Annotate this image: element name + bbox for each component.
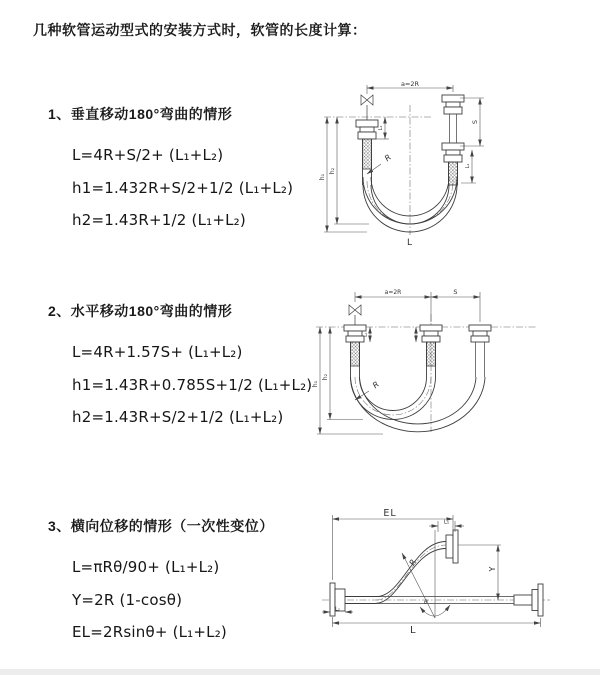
formula-line: h2=1.43R+S/2+1/2 (L₁+L₂)	[72, 408, 284, 426]
dim-label-length: L	[410, 625, 416, 636]
valve-icon	[349, 305, 361, 325]
section-heading: 1、垂直移动180°弯曲的情形	[48, 106, 233, 122]
dim-label-span: a=2R	[384, 289, 402, 296]
formula-line: h2=1.43R+1/2 (L₁+L₂)	[72, 211, 246, 229]
section-lateral-displacement	[48, 516, 274, 649]
dim-label-offset: Y	[488, 566, 497, 572]
dim-label-fitting: L₁	[364, 332, 369, 337]
formula-list	[48, 551, 274, 649]
centerlines	[322, 545, 550, 600]
dim-label-radius: R	[407, 557, 419, 567]
diagram-horizontal-bend	[308, 282, 600, 457]
formula-line: L=4R+S/2+ (L₁+L₂)	[72, 146, 224, 164]
diagram-vertical-bend	[310, 75, 600, 260]
dim-label-stroke: S	[453, 288, 458, 296]
formula-line: L=4R+1.57S+ (L₁+L₂)	[72, 343, 243, 361]
dim-label-angle: θ	[424, 599, 428, 606]
dim-label-fitting-left: L₂	[335, 606, 340, 613]
formula-line: h1=1.43R+0.785S+1/2 (L₁+L₂)	[72, 375, 313, 394]
formula-line: Y=2R (1-cosθ)	[72, 590, 183, 609]
dim-label-radius: R	[370, 379, 381, 391]
dim-label-radius: R	[382, 152, 393, 164]
section-heading: 2、水平移动180°弯曲的情形	[48, 303, 233, 319]
dimension-lines	[322, 508, 541, 636]
page-title: 几种软管运动型式的安装方式时，软管的长度计算：	[33, 22, 367, 38]
section-vertical-movement	[48, 104, 293, 237]
diagram-lateral-displacement	[298, 505, 600, 647]
hose-assembly	[330, 530, 543, 616]
section-heading: 3、横向位移的情形（一次性变位）	[48, 518, 274, 534]
dim-label-h2: h₂	[329, 167, 336, 175]
dim-label-extended-length: EL	[383, 508, 397, 519]
dim-label-fitting-right: L₁	[443, 519, 450, 526]
dim-label-h1: h₁	[312, 380, 319, 388]
dim-label-h1: h₁	[319, 173, 326, 181]
valve-icon	[361, 95, 373, 120]
dim-label-fitting-left: L₁	[378, 125, 384, 131]
page-edge	[0, 669, 600, 675]
dimension-lines	[312, 288, 480, 434]
dim-label-length: L	[407, 238, 413, 248]
dim-label-h2: h₂	[322, 373, 329, 381]
formula-list	[48, 336, 312, 434]
dim-label-fitting-right: L₁	[465, 163, 471, 169]
formula-list	[48, 139, 293, 237]
dim-label-span: a=2R	[400, 79, 420, 88]
formula-line: L=πRθ/90+ (L₁+L₂)	[72, 558, 220, 576]
formula-line: h1=1.432R+S/2+1/2 (L₁+L₂)	[72, 178, 294, 197]
section-horizontal-movement	[48, 301, 312, 434]
formula-line: EL=2Rsinθ+ (L₁+L₂)	[72, 623, 227, 641]
dim-label-stroke: S	[471, 119, 479, 125]
hose-assembly	[344, 325, 491, 432]
